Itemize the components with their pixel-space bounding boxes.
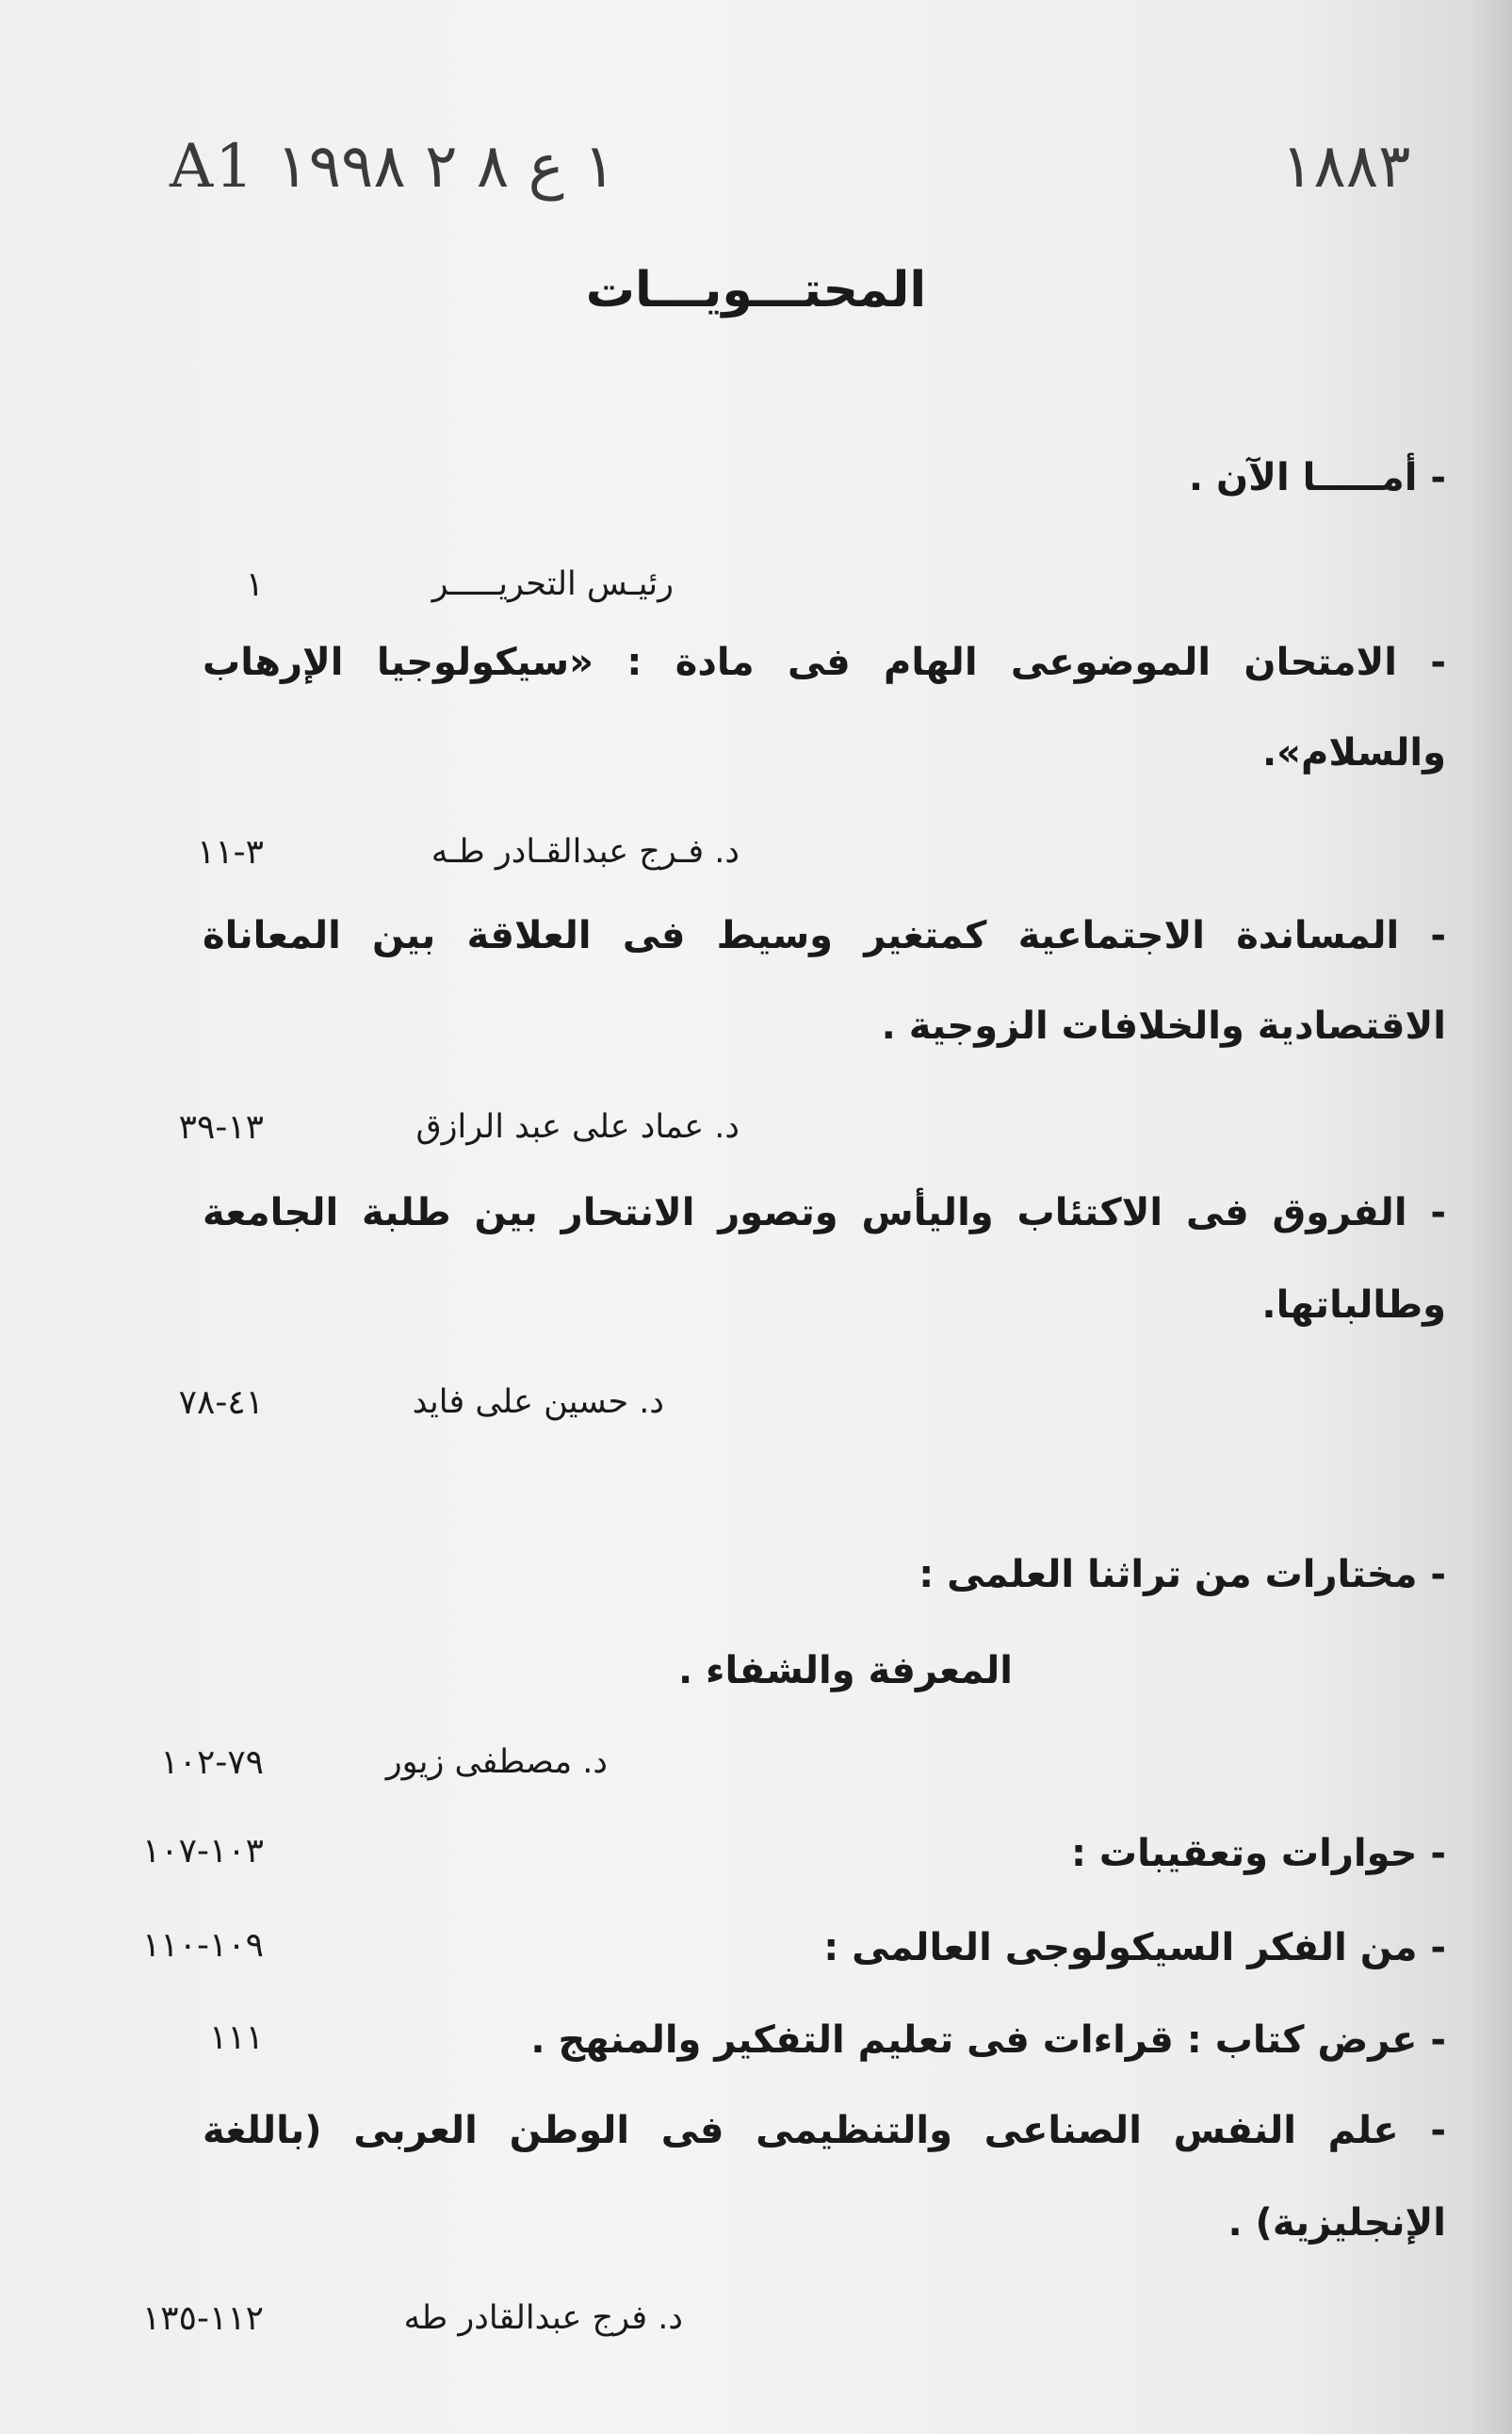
toc-entry-title: - حوارات وتعقيبات : xyxy=(1070,1832,1446,1875)
toc-entry-author: د. حسين على فايد xyxy=(412,1383,664,1421)
toc-entry-title: - من الفكر السيكولوجى العالمى : xyxy=(823,1926,1446,1969)
toc-entry-pages: ١ xyxy=(245,565,264,604)
toc-entry-author: د. فرج عبدالقادر طه xyxy=(403,2299,683,2337)
toc-entry-author: د. عماد على عبد الرازق xyxy=(415,1108,740,1146)
toc-entry-subtitle: المعرفة والشفاء . xyxy=(677,1649,1013,1692)
toc-entry-title-continued: الاقتصادية والخلافات الزوجية . xyxy=(881,1005,1446,1048)
toc-entry-title-continued: والسلام». xyxy=(1261,731,1446,775)
toc-entry-title: - علم النفس الصناعى والتنظيمى فى الوطن العربى (باللغة xyxy=(203,2109,1446,2152)
toc-entry-author: د. مصطفى زيور xyxy=(385,1743,608,1781)
toc-entry-pages: ١٣-٣٩ xyxy=(178,1108,264,1147)
toc-entry-pages: ٤١-٧٨ xyxy=(178,1383,264,1422)
toc-entry-title: - الفروق فى الاكتئاب واليأس وتصور الانتحار بين طلبة الجامعة xyxy=(203,1191,1446,1234)
toc-entry-pages: ٣-١١ xyxy=(196,833,264,872)
toc-entry-title: - المساندة الاجتماعية كمتغير وسيط فى العلاقة بين المعاناة xyxy=(203,914,1446,957)
toc-entry-title: - مختارات من تراثنا العلمى : xyxy=(919,1553,1446,1596)
toc-entry-pages: ١١٢-١٣٥ xyxy=(141,2299,264,2338)
toc-entry-title: - أمـــــا الآن . xyxy=(1188,456,1446,499)
handwritten-note-right: ١٨٨٣ xyxy=(1281,132,1411,202)
toc-entry-title: - عرض كتاب : قراءات فى تعليم التفكير والمنهج . xyxy=(530,2018,1446,2062)
handwritten-note-left: A1 ١ ع ٨ ٢ ١٩٩٨ xyxy=(170,132,616,202)
toc-entry-title: - الامتحان الموضوعى الهام فى مادة : «سيكولوجيا الإرهاب xyxy=(203,641,1446,684)
toc-entry-pages: ١١١ xyxy=(208,2018,264,2057)
toc-entry-title-continued: الإنجليزية) . xyxy=(1227,2201,1446,2245)
toc-entry-title-continued: وطالباتها. xyxy=(1261,1283,1446,1327)
page-title: المحتـــويـــات xyxy=(585,262,927,319)
toc-entry-pages: ١٠٣-١٠٧ xyxy=(141,1832,264,1870)
toc-entry-author: رئيـس التحريـــــر xyxy=(431,565,674,603)
toc-entry-pages: ١٠٩-١١٠ xyxy=(141,1926,264,1965)
toc-entry-author: د. فـرج عبدالقـادر طـه xyxy=(431,833,740,871)
toc-entry-pages: ٧٩-١٠٢ xyxy=(160,1743,264,1782)
